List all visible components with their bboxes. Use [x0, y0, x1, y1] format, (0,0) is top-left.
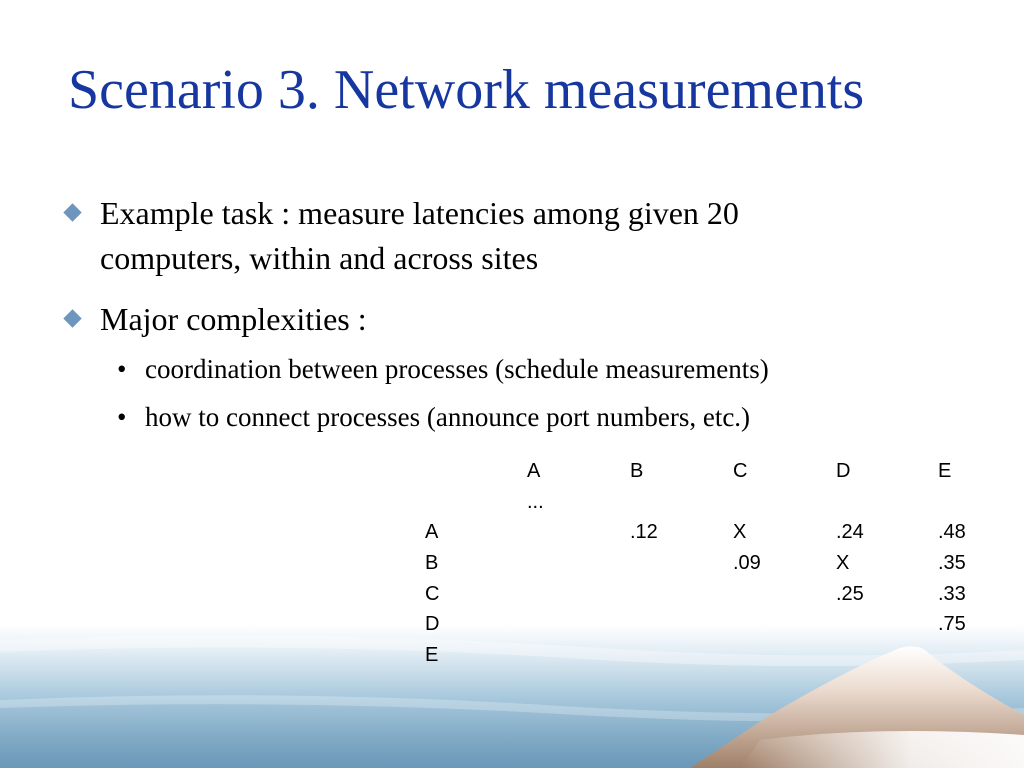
slide-title: Scenario 3. Network measurements [68, 59, 865, 121]
table-cell: .48 [938, 521, 966, 543]
bullet-text-line: Example task : measure latencies among given 20 [100, 195, 739, 231]
table-row-label: B [425, 552, 439, 574]
table-row-label: D [425, 613, 440, 635]
table-column-header: D [836, 460, 851, 482]
bullet-text-line: computers, within and across sites [100, 240, 539, 276]
table-row-label: E [425, 644, 439, 666]
sub-bullet-text: coordination between processes (schedule measurements) [145, 354, 769, 384]
table-cell: .12 [630, 521, 658, 543]
table-row-label: A [425, 521, 439, 543]
dot-bullet-icon: • [117, 402, 127, 432]
table-column-header: B [630, 460, 644, 482]
table-cell: X [733, 521, 747, 543]
table-cell: .25 [836, 583, 864, 605]
table-cell: .24 [836, 521, 864, 543]
table-cell: .35 [938, 552, 966, 574]
table-header-continuation: ... [527, 491, 544, 513]
table-column-header: C [733, 460, 748, 482]
table-cell: X [836, 552, 850, 574]
bullet-text-line: Major complexities : [100, 301, 367, 337]
table-cell: .09 [733, 552, 761, 574]
table-cell: .33 [938, 583, 966, 605]
table-row-label: C [425, 583, 440, 605]
table-cell: .75 [938, 613, 966, 635]
dot-bullet-icon: • [117, 354, 127, 384]
sub-bullet-text: how to connect processes (announce port numbers, etc.) [145, 402, 751, 432]
table-column-header: A [527, 460, 541, 482]
table-column-header: E [938, 460, 952, 482]
